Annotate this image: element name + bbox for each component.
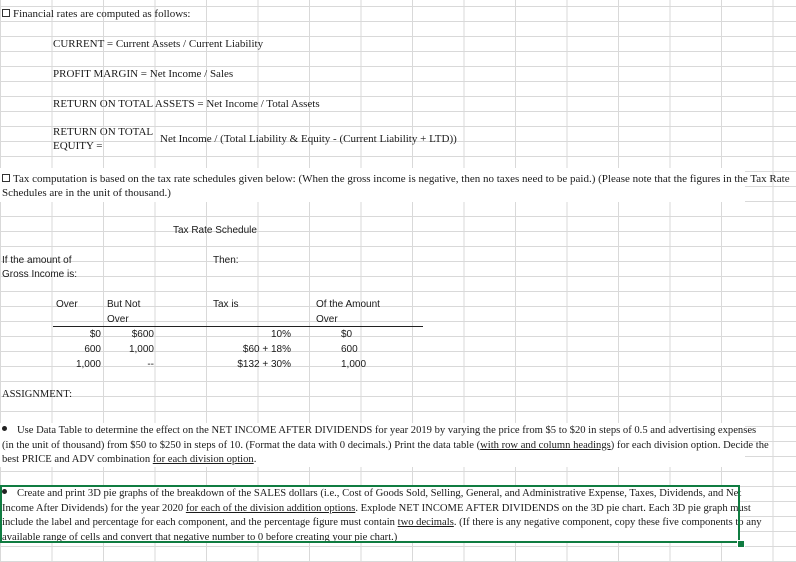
bullet-icon [2,426,7,431]
roe-formula: Net Income / (Total Liability & Equity - (Current Liability + LTD)) [160,133,457,145]
assignment-item-2: Create and print 3D pie graphs of the breakdown of the SALES dollars (i.e., Cost of Goods Sold, Selling, General, and Administrative Expense, Taxes, Dividends, and Net Income After Dividends) for the year 2020 for each of the division addition options. Explode NET INCOME AFTER DIVIDENDS on the 3D pie chart. Each 3D pie graph must include the label and percentage for each component, and the percentage figure must contain two decimals. (If there is any negative component, copy these five components to any available range of cells and convert that negative number to 0 before creating your pie chart.) [2,488,762,543]
rota-formula: RETURN ON TOTAL ASSETS = Net Income / Total Assets [53,98,320,110]
header-tax-is: Tax is [213,299,239,310]
roe-label-line2: EQUITY = [53,140,103,152]
assignment-item-1: Use Data Table to determine the effect on the NET INCOME AFTER DIVIDENDS for year 2019 by varying the price from $5 to $20 in steps of 0.5 and advertising expenses (in the unit of thousand) from $50 to $250 in steps of 10. (Format the data with 0 decimals.) Print the data table (with row and column headings) for each division option. Decide the best PRICE and ADV combination for each division option. [2,425,769,465]
then-label: Then: [213,255,239,266]
checkbox-bullet-icon [2,174,10,182]
table-header-rule [53,326,423,327]
tax-note-line2: Schedules are in the unit of thousand.) [2,187,171,199]
header-over-3: Over [316,314,338,325]
assignment-heading: ASSIGNMENT: [2,389,73,400]
if-amount-label-line1: If the amount of [2,255,72,266]
if-amount-label-line2: Gross Income is: [2,269,78,280]
header-over: Over [56,299,78,310]
profit-margin-formula: PROFIT MARGIN = Net Income / Sales [53,68,234,80]
roe-label-line1: RETURN ON TOTAL [53,126,154,138]
checkbox-bullet-icon [2,9,10,17]
current-ratio-formula: CURRENT = Current Assets / Current Liability [53,38,264,50]
header-of-amount: Of the Amount [316,299,380,310]
header-but-not: But Not [107,299,141,310]
tax-note-line1: Tax computation is based on the tax rate schedules given below: (When the gross income is negative, then no taxes need to be paid.) (Please note that the figures in the Tax Rate [2,173,790,185]
header-over-2: Over [107,314,129,325]
selected-cell-border[interactable] [0,485,762,543]
fill-handle[interactable] [737,540,745,548]
tax-schedule-title: Tax Rate Schedule [173,225,257,236]
financial-intro: Financial rates are computed as follows: [2,8,190,20]
